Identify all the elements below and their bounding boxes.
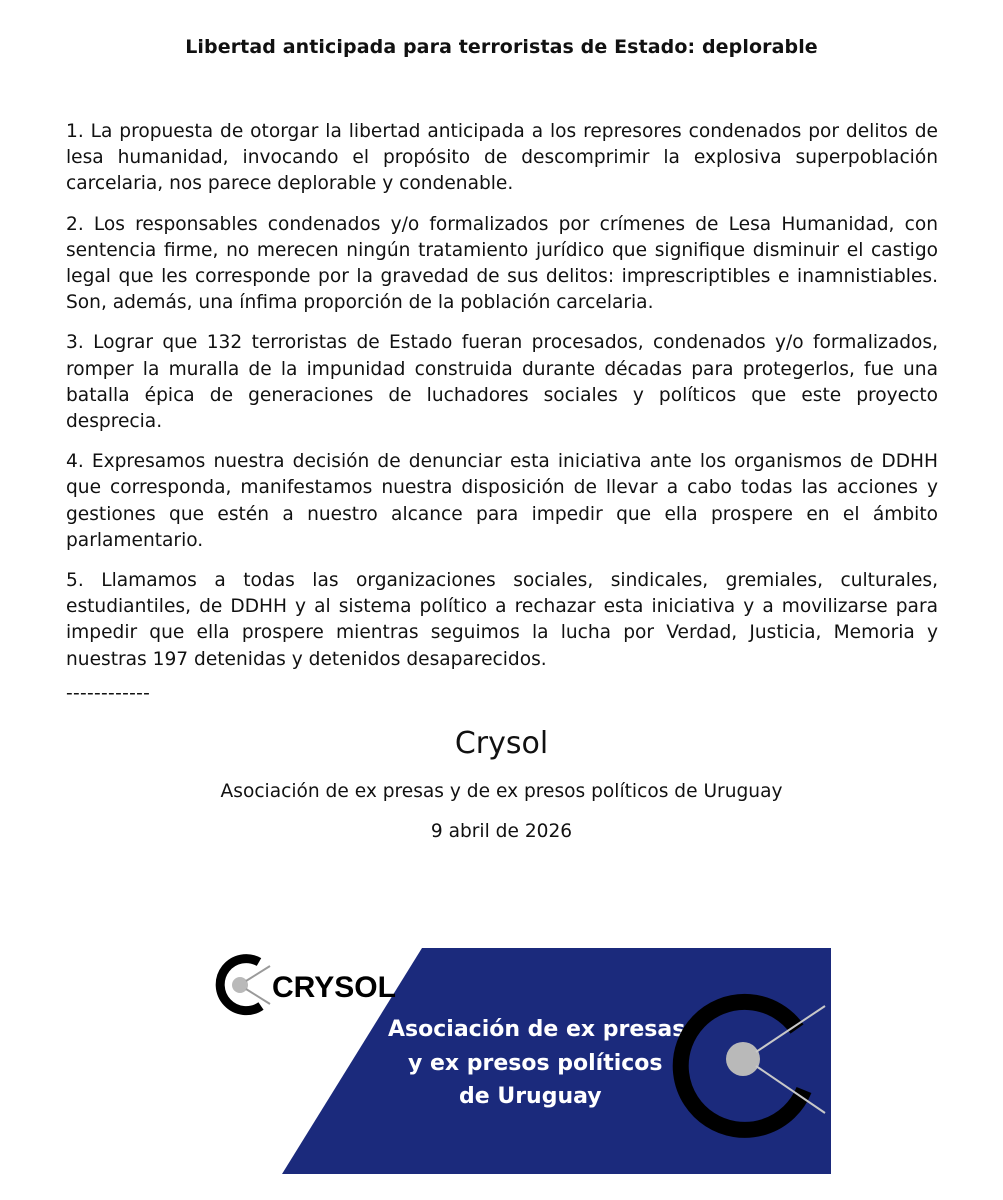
paragraph-1: 1. La propuesta de otorgar la libertad anticipada a los represores condenados por delitos de lesa humanidad, invocando el propósito de descomprimir la explosiva superpoblación carcelaria, nos parece deplorable y condenable. [66, 121, 938, 195]
divider-line: ------------ [66, 683, 151, 704]
paragraph-5: 5. Llamamos a todas las organizaciones sociales, sindicales, gremiales, culturales, estudiantiles, de DDHH y al sistema político a rechazar esta iniciativa y a movilizarse para impedir que ella prospere mientras seguimos la lucha por Verdad, Justicia, Memoria y nuestras 197 detenidas y detenidos desaparecidos. [66, 570, 938, 670]
document-title: Libertad anticipada para terroristas de Estado: deplorable [185, 36, 818, 58]
banner-line-3: de Uruguay [459, 1084, 602, 1109]
signature-organization: Asociación de ex presas y de ex presos políticos de Uruguay [220, 781, 783, 802]
banner-line-1: Asociación de ex presas [388, 1017, 686, 1042]
banner-graphic [198, 948, 831, 1174]
banner-line-2: y ex presos políticos [408, 1051, 663, 1076]
paragraph-4: 4. Expresamos nuestra decisión de denunciar esta iniciativa ante los organismos de DDHH que corresponda, manifestamos nuestra disposición de llevar a cabo todas las acciones y gestiones que estén a nuestro alcance para impedir que ella prospere en el ámbito parlamentario. [66, 451, 938, 551]
crysol-banner [198, 948, 831, 1174]
paragraph-2: 2. Los responsables condenados y/o formalizados por crímenes de Lesa Humanidad, con sentencia firme, no merecen ningún tratamiento jurídico que signifique disminuir el castigo legal que les corresponde por la gravedad de sus delitos: imprescriptibles e inamnistiables. Son, además, una ínfima proporción de la población carcelaria. [66, 213, 938, 314]
banner-logo-text: CRYSOL [272, 971, 396, 1004]
signature-name: Crysol [454, 726, 549, 761]
signature-date: 9 abril de 2026 [430, 821, 573, 842]
paragraph-3: 3. Lograr que 132 terroristas de Estado fueran procesados, condenados y/o formalizados, romper la muralla de la impunidad construida durante décadas para protegerlos, fue una batalla épica de generaciones de luchadores sociales y políticos que este proyecto desprecia. [66, 332, 938, 433]
document-body [66, 119, 938, 687]
